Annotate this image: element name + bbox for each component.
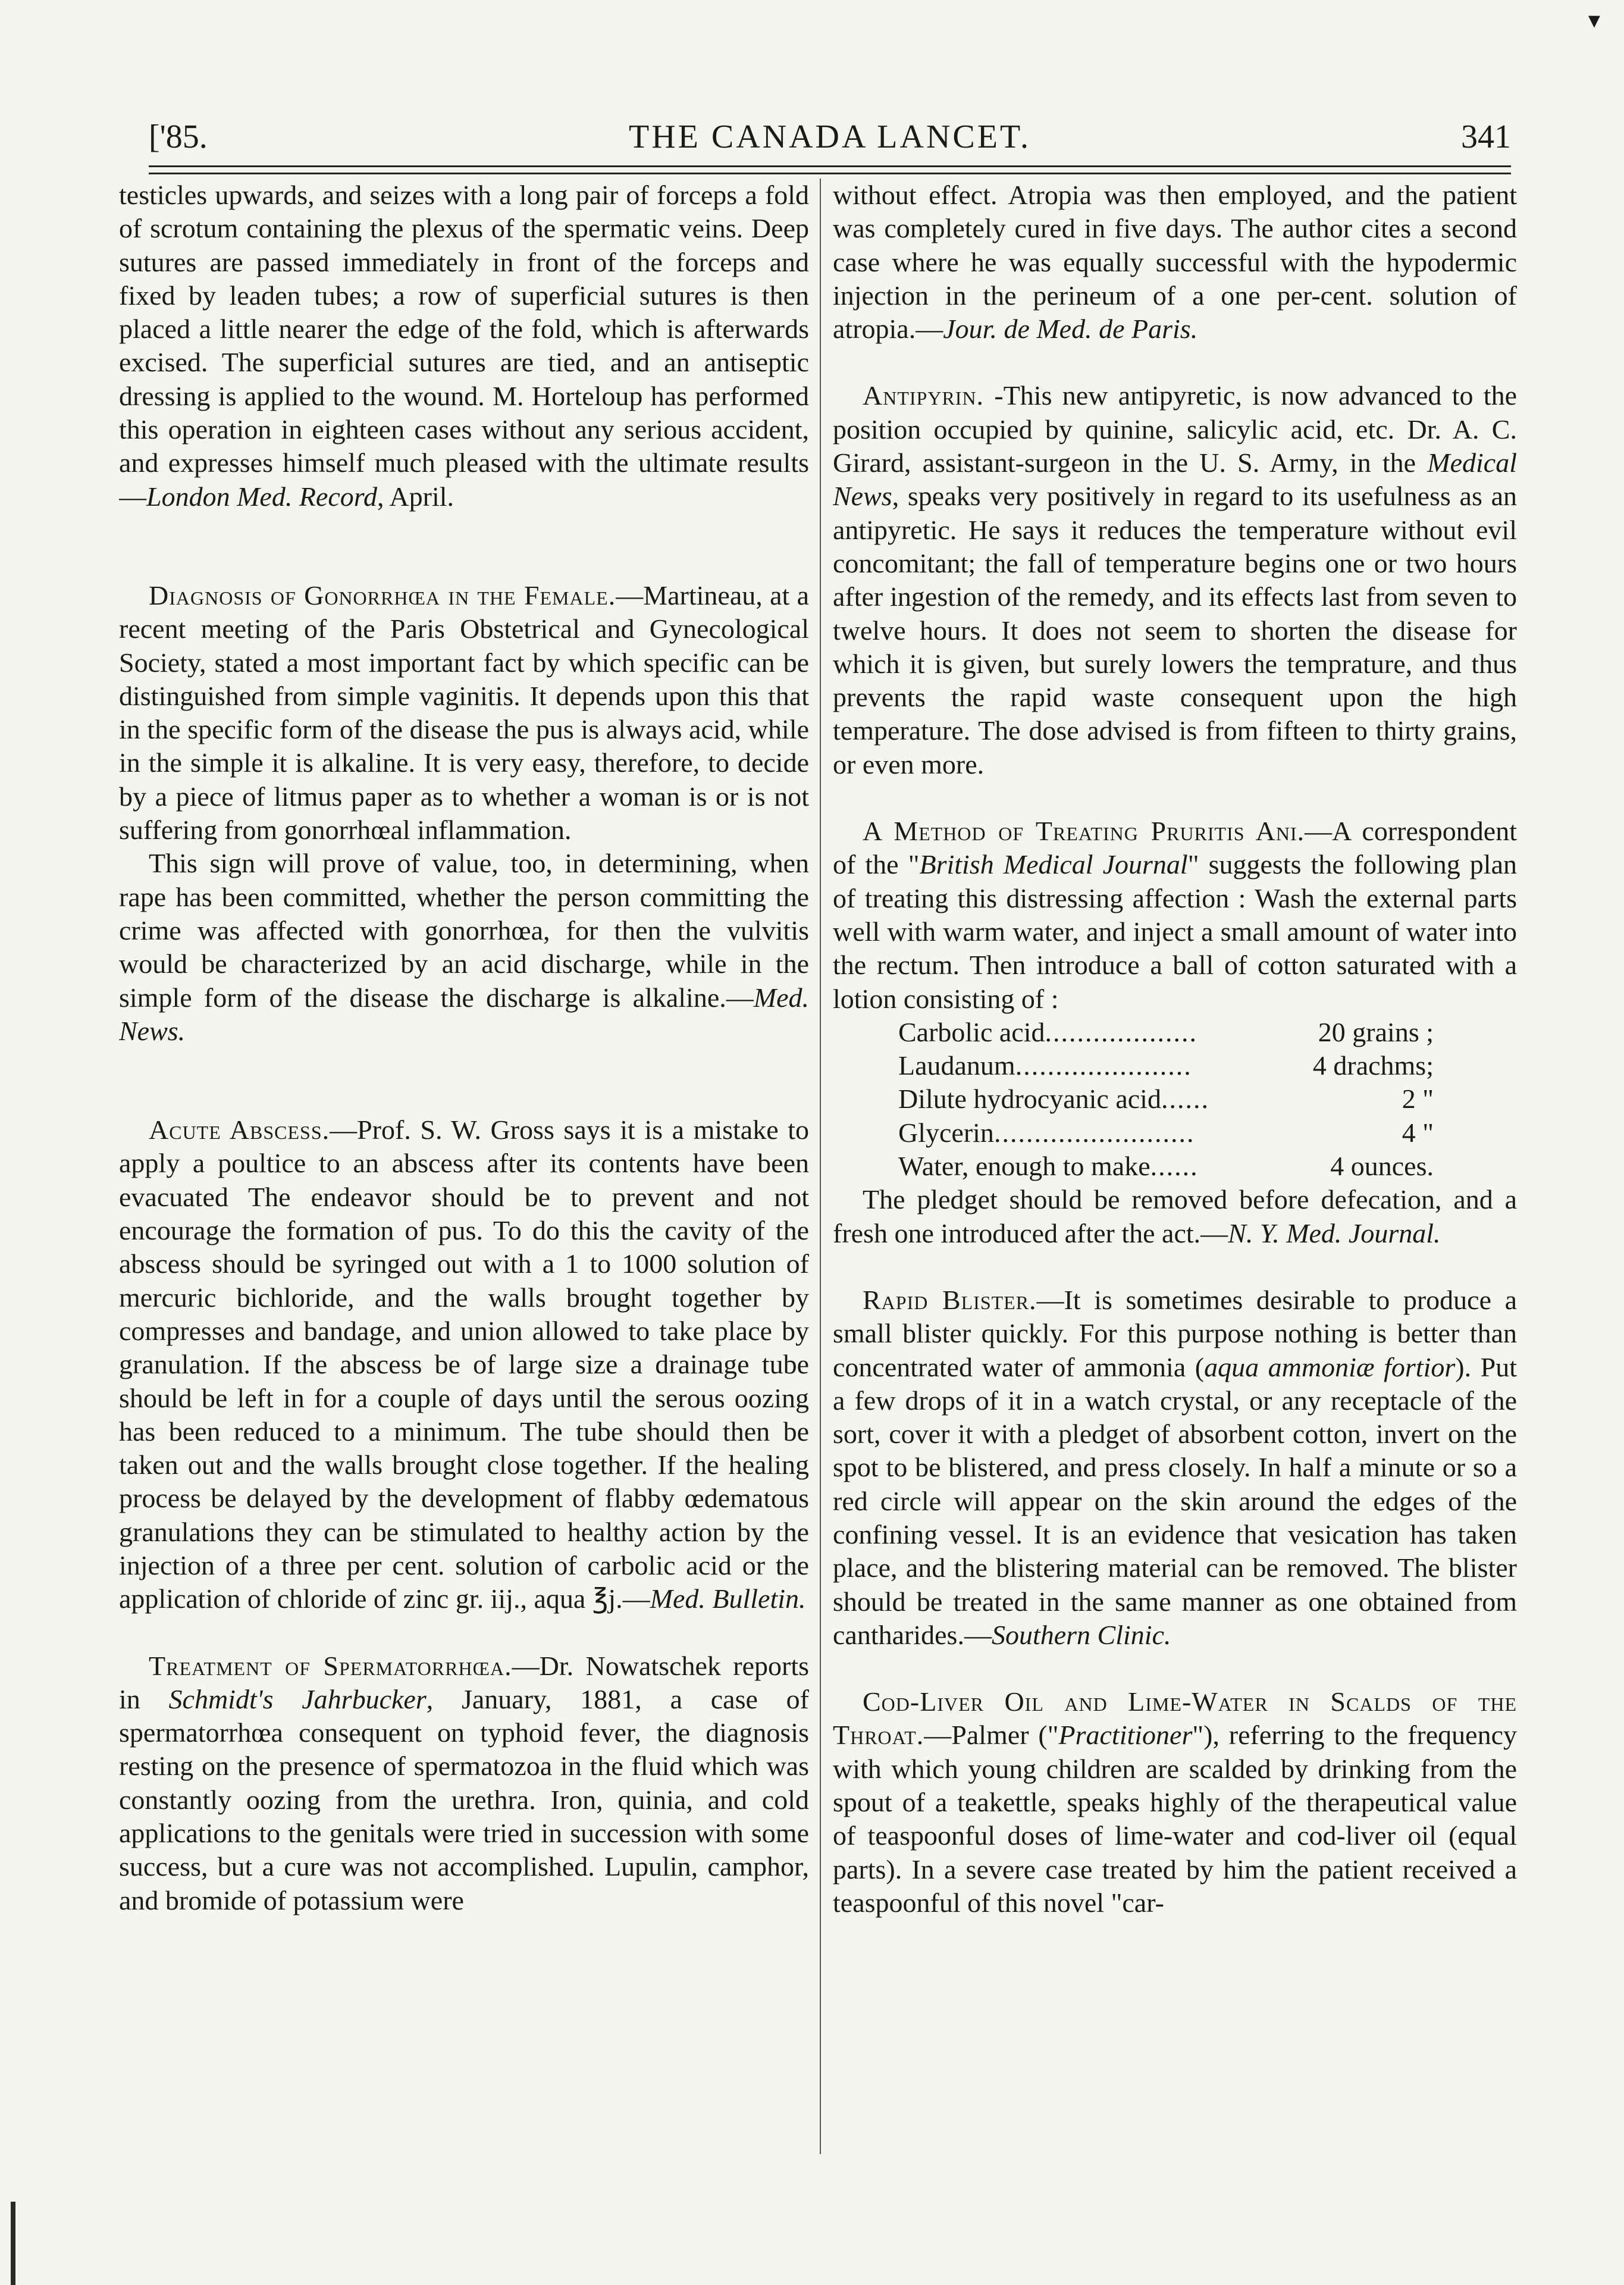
citation: London Med. Record xyxy=(146,481,377,512)
article-heading: Rapid Blister. xyxy=(863,1284,1037,1315)
right-column xyxy=(833,179,1517,2160)
binding-edge xyxy=(11,2202,15,2285)
article-cod-liver-oil: Cod-Liver Oil and Lime-Water in Scalds of the Throat.—Palmer ("Practitioner"), referring to the frequency with which young children are scalded by drinking from the spout of a teakettle, speaks highly of the therapeutical value of teaspoonful doses of lime-water and cod-liver oil (equal parts). In a severe case treated by him the patient received a teaspoonful of this novel "car- xyxy=(833,1686,1517,1918)
recipe-item: Carbolic acid ................... 20 grains ; xyxy=(898,1016,1434,1047)
running-header xyxy=(149,113,1511,161)
article-heading: Acute Abscess. xyxy=(149,1115,330,1145)
recipe-item: Water, enough to make ...... 4 ounces. xyxy=(898,1151,1434,1182)
recipe-item: Dilute hydrocyanic acid ...... 2 " xyxy=(898,1084,1434,1115)
column-divider xyxy=(820,179,821,2154)
header-rule xyxy=(149,165,1511,167)
citation: Jour. de Med. de Paris. xyxy=(943,314,1198,345)
citation: aqua ammoniæ fortior xyxy=(1204,1351,1456,1382)
article-heading: Diagnosis of Gonorrhœa in the Female. xyxy=(149,580,616,611)
article-paragraph: This sign will prove of value, too, in determining, when rape has been committed, whether the person committing the crime was affected with gonorrhœa, for then the vulvitis would be characterized by an acid discharge, while in the simple form of the disease the discharge is alkaline.—Med. News. xyxy=(119,848,809,1046)
article-acute-abscess: Acute Abscess.—Prof. S. W. Gross says it is a mistake to apply a poultice to an abscess after its contents have been evacuated The endeavor should be to prevent and not encourage the formation of pus. To do this the cavity of the abscess should be syringed out with a 1 to 1000 solution of mercuric bichloride, and the walls brought together by compresses and bandage, and union allowed to take place by granulation. If the abscess be of large size a drainage tube should be left in for a couple of days until the serous oozing has been reduced to a minimum. The tube should then be taken out and the walls brought close together. If the healing process be delayed by the development of flabby œdematous granulations they can be stimulated to healthy action by the injection of a three per cent. solution of carbolic acid or the application of chloride of zinc gr. iij., aqua ℥j.—Med. Bulletin. xyxy=(119,1115,809,1614)
article-spermatorrhoea: Treatment of Spermatorrhœa.—Dr. Nowatschek reports in Schmidt's Jahrbucker, January, 1881, a case of spermatorrhœa consequent on typhoid fever, the diagnosis resting on the presence of spermatozoa in the fluid which was constantly oozing from the urethra. Iron, quinia, and cold applications to the genitals were tried in succession with some success, but a cure was not accomplished. Lupulin, camphor, and bromide of potassium were xyxy=(119,1650,809,1915)
citation: Southern Clinic. xyxy=(991,1619,1171,1650)
corner-mark: ▾ xyxy=(1588,7,1600,33)
article-heading: Cod-Liver Oil and Lime-Water in Scalds of the Throat. xyxy=(833,1686,1517,1751)
article-pruritis: A Method of Treating Pruritis Ani.—A correspondent of the "British Medical Journal" suggests the following plan of treating this distressing affection : Wash the external parts well with warm water, and inject a small amount of water into the rectum. Then introduce a ball of cotton saturated with a lotion consisting of : xyxy=(833,816,1517,1014)
article-gonorrhoea: Diagnosis of Gonorrhœa in the Female.—Martineau, at a recent meeting of the Paris Obstetrical and Gynecological Society, stated a most important fact by which specific can be distinguished from simple vaginitis. It depends upon this that in the specific form of the disease the pus is always acid, while in the simple it is alkaline. It is very easy, therefore, to decide by a piece of litmus paper as to whether a woman is or is not suffering from gonorrhœal inflammation. xyxy=(119,580,809,846)
citation: Med. News. xyxy=(119,982,809,1046)
recipe-item: Glycerin ......................... 4 " xyxy=(898,1117,1434,1148)
citation: Schmidt's Jahrbucker xyxy=(168,1683,427,1714)
article-paragraph: testicles upwards, and seizes with a long pair of forceps a fold of scrotum containing the plexus of the spermatic veins. Deep sutures are passed immediately in front of the forceps and fixed by leaden tubes; a row of superficial sutures is then placed a little nearer the edge of the fold, which is afterwards excised. The superficial sutures are tied, and an antiseptic dressing is applied to the wound. M. Horteloup has performed this operation in eighteen cases without any serious accident, and expresses himself much pleased with the ultimate results —London Med. Record, April. xyxy=(119,180,809,512)
citation: Medical News xyxy=(833,447,1517,512)
article-paragraph: The pledget should be removed before defecation, and a fresh one introduced after the act.—N. Y. Med. Journal. xyxy=(833,1184,1517,1248)
article-heading: Antipyrin. xyxy=(863,380,985,411)
journal-title: THE CANADA LANCET. xyxy=(628,118,1032,155)
citation: N. Y. Med. Journal. xyxy=(1228,1217,1441,1248)
volume-year: ['85. xyxy=(149,118,208,155)
left-column xyxy=(119,179,809,2160)
article-heading: Treatment of Spermatorrhœa. xyxy=(149,1650,512,1681)
header-rule-double xyxy=(149,173,1511,174)
article-paragraph: without effect. Atropia was then employed, and the patient was completely cured in five days. The author cites a second case where he was equally successful with the hypodermic injection in the perineum of a one per-cent. solution of atropia.—Jour. de Med. de Paris. xyxy=(833,180,1517,345)
recipe-list xyxy=(898,1016,1434,1183)
citation: Practitioner xyxy=(1058,1720,1193,1751)
citation: Med. Bulletin. xyxy=(650,1583,806,1614)
article-antipyrin: Antipyrin. -This new antipyretic, is now advanced to the position occupied by quinine, salicylic acid, etc. Dr. A. C. Girard, assistant-surgeon in the U. S. Army, in the Medical News, speaks very positively in regard to its usefulness as an antipyretic. He says it reduces the temperature without evil concomitant; the fall of temperature begins one or two hours after ingestion of the remedy, and its effects last from seven to twelve hours. It does not seem to shorten the disease for which it is given, but surely lowers the temprature, and thus prevents the rapid waste consequent upon the high temperature. The dose advised is from fifteen to thirty grains, or even more. xyxy=(833,380,1517,780)
article-heading: A Method of Treating Pruritis Ani. xyxy=(863,816,1305,847)
recipe-item: Laudanum ...................... 4 drachms; xyxy=(898,1050,1434,1081)
article-rapid-blister: Rapid Blister.—It is sometimes desirable to produce a small blister quickly. For this purpose nothing is better than concentrated water of ammonia (aqua ammoniæ fortior). Put a few drops of it in a watch crystal, or any receptacle of the sort, cover it with a pledget of absorbent cotton, invert on the spot to be blistered, and press closely. In half a minute or so a red circle will appear on the skin around the edges of the confining vessel. It is an evidence that vesication has taken place, and the blistering material can be removed. The blister should be treated in the same manner as one obtained from cantharides.—Southern Clinic. xyxy=(833,1284,1517,1650)
citation: British Medical Journal xyxy=(919,849,1188,880)
page-number: 341 xyxy=(1461,118,1511,155)
